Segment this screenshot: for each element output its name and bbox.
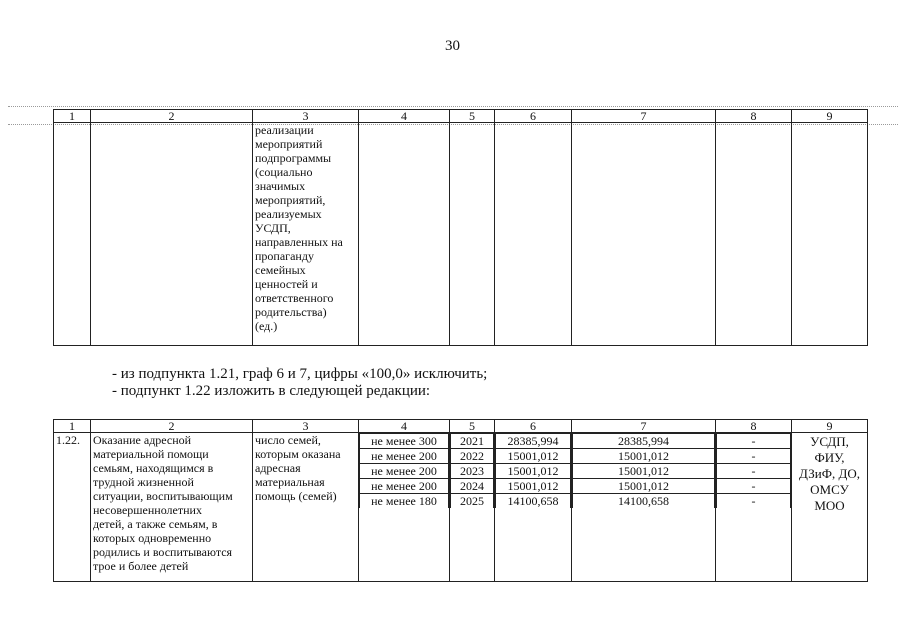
year: 2024 (451, 479, 494, 494)
column-number: 8 (716, 420, 792, 433)
funding-value: 28385,994 (496, 434, 571, 449)
continuation-table (53, 109, 868, 346)
target-values-cell (359, 433, 450, 582)
column-number: 1 (54, 110, 91, 123)
dash-value: - (717, 449, 791, 464)
dash-value: - (717, 494, 791, 509)
amendment-note: - подпункт 1.22 изложить в следующей редакции: (112, 383, 431, 399)
funding-value: 14100,658 (496, 494, 571, 509)
table-cell (91, 123, 253, 346)
column-number: 2 (91, 110, 253, 123)
description-cell (91, 433, 253, 582)
column-number: 4 (359, 110, 450, 123)
table-cell (359, 123, 450, 346)
year: 2025 (451, 494, 494, 509)
funding-value: 15001,012 (573, 479, 715, 494)
column-number: 8 (716, 110, 792, 123)
funding-value: 15001,012 (496, 449, 571, 464)
description-text: Оказание адресной материальной помощи семьям, находящимся в трудной жизненной ситуации, воспитывающим несовершеннолетних детей, а также семьям, в которых одновременно родились и воспитываются трое и более детей (93, 433, 233, 573)
funding-source-cell (572, 433, 716, 582)
dash-value: - (717, 464, 791, 479)
table-row (54, 433, 868, 582)
table-cell (54, 123, 91, 346)
executors-cell (792, 433, 868, 582)
year: 2023 (451, 464, 494, 479)
page-number: 30 (445, 38, 460, 54)
indicator-cell (253, 433, 359, 582)
scan-artifact-line (8, 106, 898, 107)
funding-value: 15001,012 (496, 479, 571, 494)
indicator-text: реализации мероприятий подпрограммы (социально значимых мероприятий, реализуемых УСДП, направленных на пропаганду семейных ценностей и ответственного родительства) (ед.) (255, 123, 343, 333)
column-number: 6 (495, 420, 572, 433)
col8-cell (716, 433, 792, 582)
column-number: 2 (91, 420, 253, 433)
column-number: 1 (54, 420, 91, 433)
years-cell (450, 433, 495, 582)
table-cell (495, 123, 572, 346)
table-cell (716, 123, 792, 346)
column-number: 7 (572, 110, 716, 123)
column-number: 9 (792, 110, 868, 123)
year: 2022 (451, 449, 494, 464)
funding-value: 28385,994 (573, 434, 715, 449)
subpoint-table (53, 419, 868, 582)
target-value: не менее 200 (360, 479, 449, 494)
indicator-text: число семей, которым оказана адресная материальная помощь (семей) (255, 433, 341, 503)
column-number: 5 (450, 110, 495, 123)
column-number: 7 (572, 420, 716, 433)
indicator-cell (253, 123, 359, 346)
item-number: 1.22. (54, 433, 91, 582)
column-number-row (54, 420, 868, 433)
table-cell (792, 123, 868, 346)
funding-value: 15001,012 (573, 449, 715, 464)
target-value: не менее 180 (360, 494, 449, 509)
dash-value: - (717, 479, 791, 494)
dash-value: - (717, 434, 791, 449)
column-number: 3 (253, 420, 359, 433)
target-value: не менее 200 (360, 449, 449, 464)
funding-value: 15001,012 (496, 464, 571, 479)
column-number: 6 (495, 110, 572, 123)
table-cell (450, 123, 495, 346)
column-number: 5 (450, 420, 495, 433)
column-number: 3 (253, 110, 359, 123)
table-row (54, 123, 868, 346)
year: 2021 (451, 434, 494, 449)
target-value: не менее 200 (360, 464, 449, 479)
target-value: не менее 300 (360, 434, 449, 449)
funding-total-cell (495, 433, 572, 582)
column-number-row (54, 110, 868, 123)
executors-text: УСДП, ФИУ, ДЗиФ, ДО, ОМСУ МОО (799, 434, 860, 513)
column-number: 9 (792, 420, 868, 433)
funding-value: 14100,658 (573, 494, 715, 509)
table-cell (572, 123, 716, 346)
amendment-note: - из подпункта 1.21, граф 6 и 7, цифры «100,0» исключить; (112, 366, 488, 382)
funding-value: 15001,012 (573, 464, 715, 479)
column-number: 4 (359, 420, 450, 433)
